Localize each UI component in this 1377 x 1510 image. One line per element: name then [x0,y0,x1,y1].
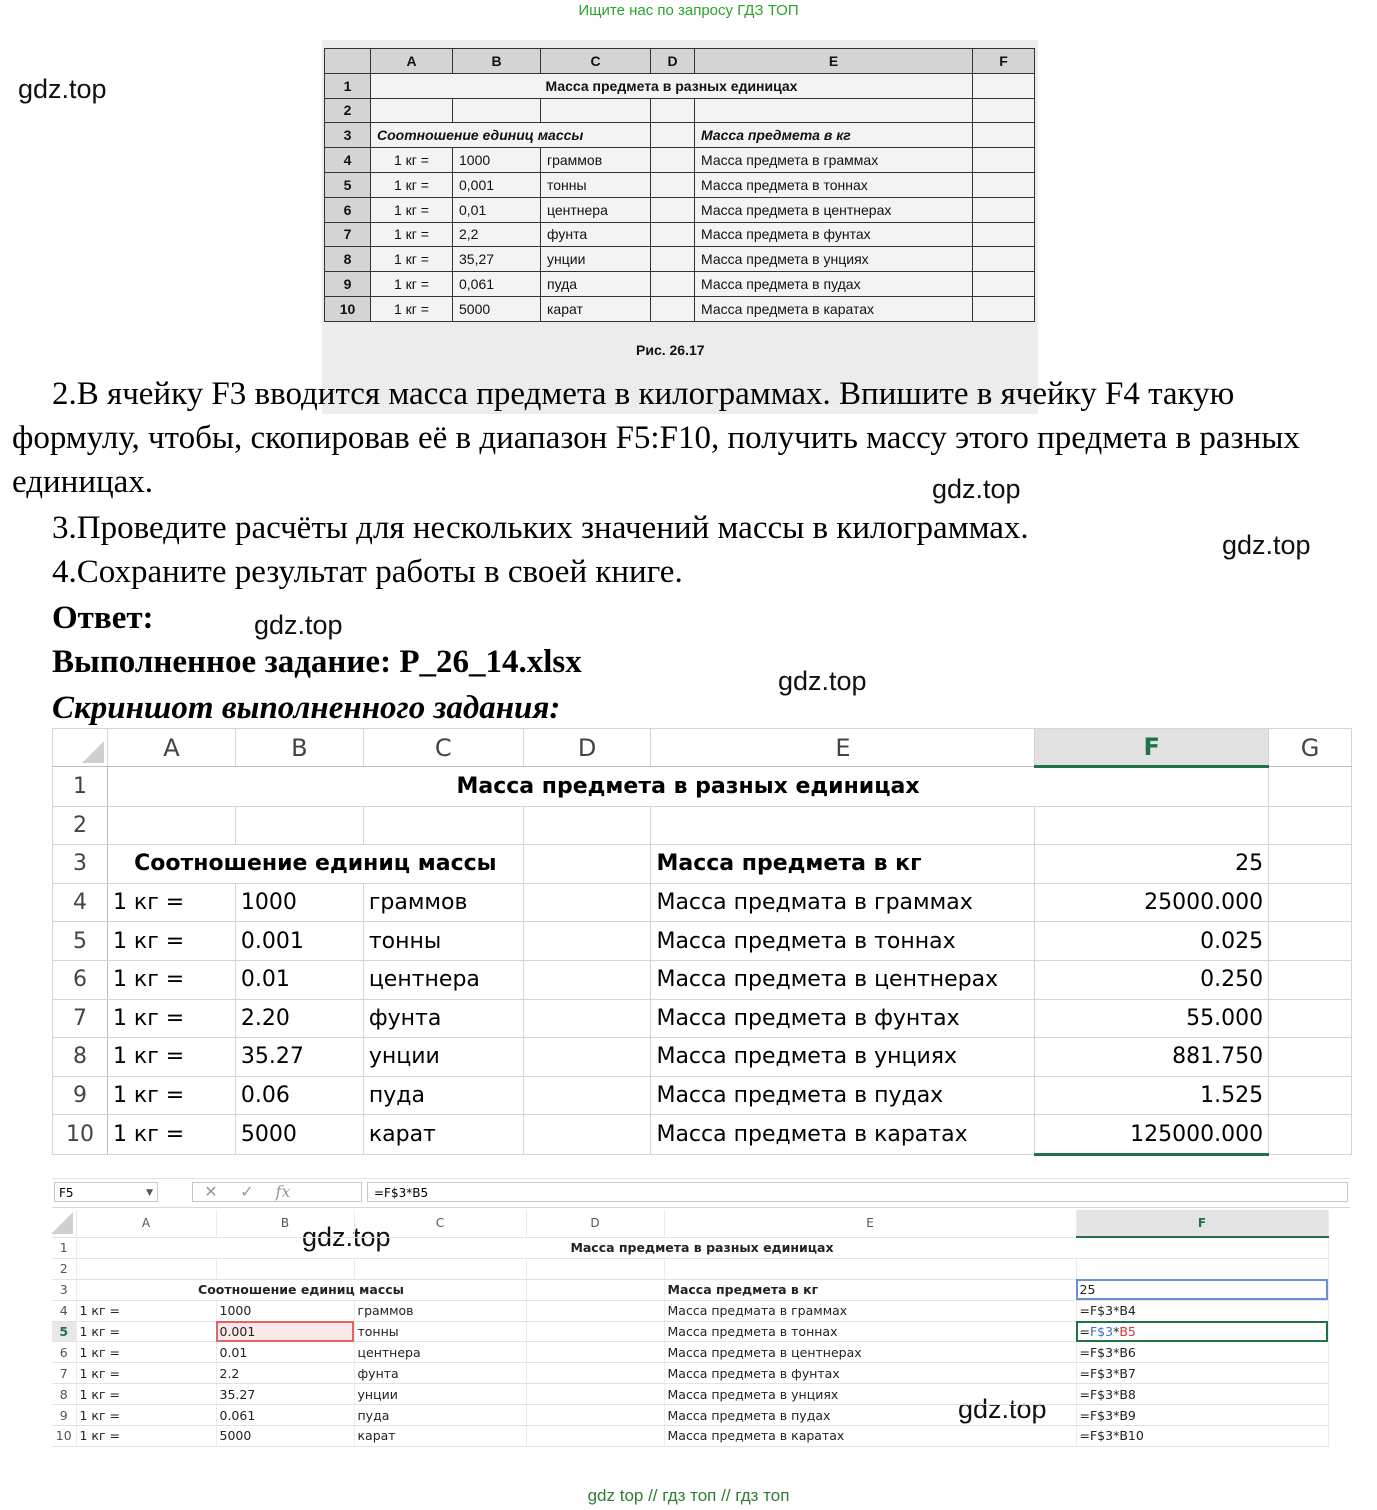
cell[interactable] [651,806,1035,845]
mass-kg-cell[interactable]: 25 [1076,1279,1328,1300]
column-header[interactable]: C [363,729,523,767]
select-all-corner[interactable] [53,729,108,767]
cell[interactable]: 35.27 [235,1038,363,1077]
table-row [325,222,1035,247]
row-number: 9 [325,272,371,297]
column-header[interactable]: D [523,729,651,767]
cell[interactable]: Масса предмета в центнерах [664,1342,1076,1363]
cell[interactable]: 1 кг = [76,1363,216,1384]
cell [973,247,1035,272]
left-header-cell[interactable]: Соотношение единиц массы [76,1279,526,1300]
top-banner[interactable]: Ищите нас по запросу ГДЗ ТОП [578,2,799,19]
cell [973,172,1035,197]
cell: Масса предмета в тоннах [695,172,973,197]
row-header[interactable]: 10 [53,1115,108,1155]
task-paragraph-4: 4.Сохраните результат работы в своей книге. [52,554,683,590]
cell[interactable]: Масса предмата в граммах [651,883,1035,922]
cell: Масса предмета в унциях [695,247,973,272]
column-header: D [651,49,695,74]
cell[interactable]: 0.061 [216,1405,354,1426]
formula-cell[interactable]: =F$3*B8 [1076,1384,1328,1405]
cell: унции [541,247,651,272]
table-row [325,172,1035,197]
cell[interactable] [1269,845,1352,884]
cell[interactable]: 1000 [216,1300,354,1321]
insert-function-icon[interactable]: fx [275,1182,291,1201]
right-header-cell[interactable]: Масса предмета в кг [651,845,1035,884]
column-header: E [695,49,973,74]
task-paragraph-3: 3.Проведите расчёты для нескольких значений массы в килограммах. [52,510,1029,546]
column-header[interactable]: E [651,729,1035,767]
cell: 1 кг = [371,222,453,247]
cell[interactable]: центнера [354,1342,526,1363]
formula-cell[interactable]: =F$3*B10 [1076,1426,1328,1447]
table-row [52,1300,1328,1321]
cell [651,197,695,222]
column-header-selected[interactable]: F [1076,1210,1328,1237]
cell[interactable]: пуда [363,1076,523,1115]
cell: 0,001 [453,172,541,197]
textbook-table [324,48,1035,322]
cell [651,172,695,197]
cell[interactable] [235,806,363,845]
cell[interactable] [76,1258,216,1279]
result-cell[interactable]: 0.025 [1035,922,1269,961]
result-cell[interactable]: 125000.000 [1035,1115,1269,1155]
left-header-cell[interactable]: Соотношение единиц массы [107,845,523,884]
cell[interactable] [526,1300,664,1321]
cell: пуда [541,272,651,297]
cell[interactable] [216,1258,354,1279]
cell[interactable]: унции [363,1038,523,1077]
column-header[interactable]: C [354,1210,526,1237]
row-header[interactable]: 2 [52,1258,76,1279]
cell [973,197,1035,222]
cell [651,123,695,148]
cell[interactable]: 0.01 [235,960,363,999]
spreadsheet-values [52,728,1352,1156]
formula-cell[interactable]: =F$3*B4 [1076,1300,1328,1321]
table-row [52,1321,1328,1342]
table-title: Масса предмета в разных единицах [371,73,973,98]
cell[interactable] [1035,806,1269,845]
cell[interactable] [523,845,651,884]
row-number: 10 [325,296,371,321]
result-cell[interactable]: 881.750 [1035,1038,1269,1077]
cell: 1 кг = [371,172,453,197]
cell[interactable] [354,1258,526,1279]
formula-ref: B5 [1119,1324,1136,1339]
cell: 35,27 [453,247,541,272]
active-formula-cell[interactable] [1076,1321,1328,1342]
cell[interactable]: 1 кг = [76,1342,216,1363]
cell[interactable] [1269,806,1352,845]
cell[interactable]: 1 кг = [107,960,235,999]
cell: 0,01 [453,197,541,222]
row-number: 3 [325,123,371,148]
column-header[interactable]: B [235,729,363,767]
cell[interactable]: Масса предмета в пудах [664,1405,1076,1426]
column-header: F [973,49,1035,74]
cell[interactable]: Масса предмета в фунтах [664,1363,1076,1384]
cell[interactable]: 35.27 [216,1384,354,1405]
cell: 5000 [453,296,541,321]
row-number: 6 [325,197,371,222]
row-header[interactable]: 2 [53,806,108,845]
table-row [52,1363,1328,1384]
cell[interactable] [523,922,651,961]
cell: карат [541,296,651,321]
cell[interactable]: пуда [354,1405,526,1426]
table-row [53,1076,1352,1115]
excel-formulas-screenshot [52,1210,1352,1442]
cell[interactable] [523,999,651,1038]
column-header[interactable]: A [76,1210,216,1237]
cell: 1 кг = [371,272,453,297]
cell: 1 кг = [371,148,453,173]
cell[interactable] [523,1115,651,1155]
column-header[interactable]: B [216,1210,354,1237]
row-header[interactable]: 1 [53,767,108,807]
cell[interactable]: граммов [363,883,523,922]
cell [651,247,695,272]
row-header[interactable]: 7 [53,999,108,1038]
table-row [53,1038,1352,1077]
cell[interactable]: Масса предмета в тоннах [651,922,1035,961]
cancel-icon[interactable]: ✕ [204,1182,218,1201]
cell [651,148,695,173]
cell[interactable]: 1 кг = [107,922,235,961]
cell[interactable] [664,1258,1076,1279]
cell[interactable] [523,1038,651,1077]
cell[interactable] [523,806,651,845]
cell[interactable]: тонны [363,922,523,961]
watermark: gdz.top [1222,530,1311,560]
formula-cell[interactable]: =F$3*B9 [1076,1405,1328,1426]
cell[interactable]: 5000 [235,1115,363,1155]
table-row [53,1115,1352,1155]
cell [453,98,541,123]
cell[interactable]: Масса предмета в унциях [651,1038,1035,1077]
footer-links[interactable]: gdz top // гдз топ // гдз топ [587,1486,790,1505]
cell: граммов [541,148,651,173]
cell[interactable] [526,1363,664,1384]
row-header[interactable]: 10 [52,1426,76,1447]
formula-bar [52,1178,1350,1208]
name-box[interactable] [54,1182,158,1202]
result-cell[interactable]: 1.525 [1035,1076,1269,1115]
cell[interactable] [526,1405,664,1426]
row-header[interactable]: 6 [53,960,108,999]
row-number: 5 [325,172,371,197]
formula-bar-buttons [192,1182,362,1202]
cell: 1 кг = [371,296,453,321]
cell[interactable]: 1 кг = [76,1405,216,1426]
row-header[interactable]: 7 [52,1363,76,1384]
row-number: 8 [325,247,371,272]
row-header[interactable]: 4 [52,1300,76,1321]
cell[interactable] [1269,1115,1352,1155]
corner-cell [325,49,371,74]
cell: Масса предмета в пудах [695,272,973,297]
cell [973,148,1035,173]
cell[interactable] [107,806,235,845]
column-header: A [371,49,453,74]
cell[interactable]: карат [354,1426,526,1447]
cell[interactable] [526,1258,664,1279]
cell[interactable] [1269,999,1352,1038]
cell [973,73,1035,98]
cell: 1 кг = [371,197,453,222]
cell[interactable]: Масса предмата в граммах [664,1300,1076,1321]
row-header[interactable]: 6 [52,1342,76,1363]
cell[interactable]: Масса предмета в тоннах [664,1321,1076,1342]
watermark: gdz.top [958,1394,1047,1424]
cell [651,296,695,321]
row-header[interactable]: 8 [52,1384,76,1405]
row-number: 2 [325,98,371,123]
table-row [325,296,1035,321]
cell[interactable] [526,1321,664,1342]
cell [973,98,1035,123]
cell[interactable] [523,883,651,922]
cell[interactable] [363,806,523,845]
cell: фунта [541,222,651,247]
cell[interactable]: граммов [354,1300,526,1321]
cell[interactable]: 1 кг = [76,1300,216,1321]
cell [651,222,695,247]
cell[interactable]: Масса предмета в каратах [651,1115,1035,1155]
cell[interactable] [1269,922,1352,961]
cell: 1000 [453,148,541,173]
cell [541,98,651,123]
cell[interactable]: 0.001 [235,922,363,961]
cell[interactable]: 1000 [235,883,363,922]
cell[interactable] [1269,1076,1352,1115]
table-row [52,1384,1328,1405]
right-header: Масса предмета в кг [695,123,973,148]
row-number: 7 [325,222,371,247]
cell[interactable]: 1 кг = [107,1076,235,1115]
cell[interactable] [526,1342,664,1363]
cell: 0,061 [453,272,541,297]
cell [695,98,973,123]
watermark: gdz.top [18,74,107,104]
table-row [53,999,1352,1038]
figure-caption: Рис. 26.17 [636,342,705,358]
cell: Масса предмета в граммах [695,148,973,173]
cell[interactable]: Масса предмета в фунтах [651,999,1035,1038]
cell [973,272,1035,297]
screenshot-label: Скриншот выполненного задания: [52,690,561,726]
table-row [53,922,1352,961]
right-header-cell[interactable]: Масса предмета в кг [664,1279,1076,1300]
cell[interactable]: 1 кг = [76,1384,216,1405]
cell[interactable]: 1 кг = [107,883,235,922]
referenced-cell[interactable]: 0.001 [216,1321,354,1342]
cell[interactable]: 1 кг = [76,1426,216,1447]
cell: 2,2 [453,222,541,247]
cell[interactable]: Масса предмета в центнерах [651,960,1035,999]
row-header-selected[interactable]: 5 [52,1321,76,1342]
cell: Масса предмета в центнерах [695,197,973,222]
column-header[interactable]: D [526,1210,664,1237]
cell[interactable] [1269,767,1352,807]
cell[interactable]: 0.01 [216,1342,354,1363]
cell[interactable]: унции [354,1384,526,1405]
column-header-selected[interactable]: F [1035,729,1269,767]
row-header[interactable]: 3 [53,845,108,884]
cell[interactable]: 0.06 [235,1076,363,1115]
cell[interactable]: 5000 [216,1426,354,1447]
formula-ref: F$3 [1089,1324,1114,1339]
cell[interactable] [526,1279,664,1300]
confirm-icon[interactable]: ✓ [240,1182,254,1201]
cell [371,98,453,123]
row-header[interactable]: 1 [52,1237,76,1258]
result-cell[interactable]: 0.250 [1035,960,1269,999]
row-header[interactable]: 3 [52,1279,76,1300]
cell[interactable]: Масса предмета в унциях [664,1384,1076,1405]
cell[interactable]: 1 кг = [107,999,235,1038]
watermark: gdz.top [932,474,1021,504]
column-header: B [453,49,541,74]
table-row [53,883,1352,922]
cell[interactable] [1269,883,1352,922]
cell[interactable]: карат [363,1115,523,1155]
watermark: gdz.top [778,666,867,696]
watermark: gdz.top [254,610,343,640]
formula-cell[interactable]: =F$3*B6 [1076,1342,1328,1363]
cell[interactable]: Масса предмета в пудах [651,1076,1035,1115]
row-number: 4 [325,148,371,173]
cell: тонны [541,172,651,197]
cell[interactable]: 1 кг = [107,1115,235,1155]
chevron-down-icon[interactable]: ▼ [146,1188,153,1198]
row-header[interactable]: 5 [53,922,108,961]
cell[interactable]: 1 кг = [76,1321,216,1342]
cell[interactable] [1269,1038,1352,1077]
formula-cell[interactable]: =F$3*B7 [1076,1363,1328,1384]
cell: Масса предмета в каратах [695,296,973,321]
mass-kg-cell[interactable]: 25 [1035,845,1269,884]
table-row [52,1342,1328,1363]
column-header[interactable]: G [1269,729,1352,767]
cell [651,98,695,123]
cell: Масса предмета в фунтах [695,222,973,247]
result-cell[interactable]: 55.000 [1035,999,1269,1038]
name-box-value: F5 [59,1186,74,1200]
table-row [52,1405,1328,1426]
spreadsheet-formulas [52,1210,1329,1447]
cell[interactable]: фунта [363,999,523,1038]
sheet-title-cell[interactable]: Масса предмета в разных единицах [76,1237,1328,1258]
table-row [325,247,1035,272]
answer-label: Ответ: [52,600,154,636]
cell: 1 кг = [371,247,453,272]
cell[interactable] [523,1076,651,1115]
watermark: gdz.top [302,1222,391,1252]
row-header[interactable]: 9 [52,1405,76,1426]
done-label: Выполненное задание: Р_26_14.xlsx [52,644,582,680]
cell[interactable]: Масса предмета в каратах [664,1426,1076,1447]
column-header[interactable]: E [664,1210,1076,1237]
formula-part: * [1113,1324,1120,1339]
cell[interactable] [526,1426,664,1447]
cell[interactable]: фунта [354,1363,526,1384]
cell[interactable]: 2.2 [216,1363,354,1384]
row-header[interactable]: 8 [53,1038,108,1077]
result-cell[interactable]: 25000.000 [1035,883,1269,922]
cell[interactable]: 2.20 [235,999,363,1038]
row-header[interactable]: 4 [53,883,108,922]
column-header: C [541,49,651,74]
formula-part: = [1079,1324,1090,1339]
row-number: 1 [325,73,371,98]
cell [973,222,1035,247]
cell[interactable]: центнера [363,960,523,999]
cell [973,296,1035,321]
row-header[interactable]: 9 [53,1076,108,1115]
cell[interactable] [1076,1258,1328,1279]
cell[interactable] [526,1384,664,1405]
select-all-corner[interactable] [52,1210,76,1237]
cell[interactable] [1269,960,1352,999]
cell [651,272,695,297]
table-row [325,197,1035,222]
textbook-figure [322,40,1038,414]
cell: центнера [541,197,651,222]
cell [973,123,1035,148]
cell[interactable]: 1 кг = [107,1038,235,1077]
cell[interactable] [523,960,651,999]
table-row [325,148,1035,173]
left-header: Соотношение единиц массы [371,123,651,148]
table-row [52,1426,1328,1447]
task-paragraph-2: 2.В ячейку F3 вводится масса предмета в килограммах. Впишите в ячейку F4 такую формулу, чтобы, скопировав её в диапазон F5:F10, получить массу этого предмета в разных единицах. [12,376,1300,500]
column-header[interactable]: A [107,729,235,767]
sheet-title-cell[interactable]: Масса предмета в разных единицах [107,767,1268,807]
table-row [53,960,1352,999]
formula-input[interactable]: =F$3*B5 [367,1182,1348,1202]
cell[interactable]: тонны [354,1321,526,1342]
table-row [325,272,1035,297]
excel-values-screenshot [52,728,1352,1173]
